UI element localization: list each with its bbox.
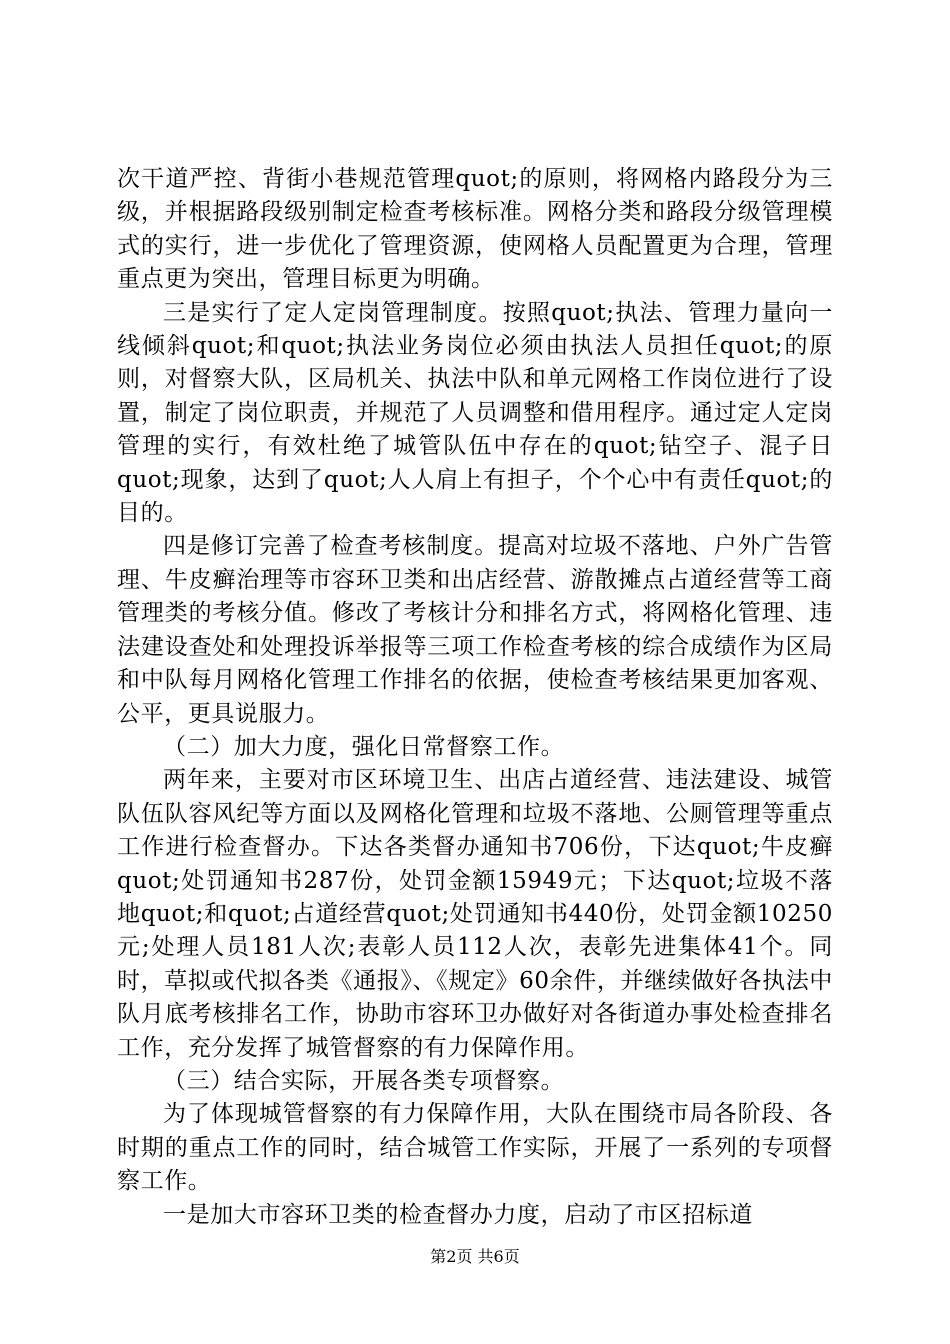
section-heading-2: （二）加大力度，强化日常督察工作。: [163, 733, 565, 760]
paragraph-7: 为了体现城管督察的有力保障作用，大队在围绕市局各阶段、各时期的重点工作的同时，结合城管工作实际，开展了一系列的专项督察工作。: [117, 1101, 833, 1195]
document-body: [117, 163, 833, 1232]
section-heading-3: （三）结合实际，开展各类专项督察。: [163, 1067, 565, 1094]
paragraph-2: 三是实行了定人定岗管理制度。按照quot;执法、管理力量向一线倾斜quot;和quot;执法业务岗位必须由执法人员担任quot;的原则，对督察大队，区局机关、执法中队和单元网格工作岗位进行了设置，制定了岗位职责，并规范了人员调整和借用程序。通过定人定岗管理的实行，有效杜绝了城管队伍中存在的quot;钻空子、混子日quot;现象，达到了quot;人人肩上有担子，个个心中有责任quot;的目的。: [117, 299, 833, 527]
paragraph-3: 四是修订完善了检查考核制度。提高对垃圾不落地、户外广告管理、牛皮癣治理等市容环卫类和出店经营、游散摊点占道经营等工商管理类的考核分值。修改了考核计分和排名方式，将网格化管理、违法建设查处和处理投诉举报等三项工作检查考核的综合成绩作为区局和中队每月网格化管理工作排名的依据，使检查考核结果更加客观、公平，更具说服力。: [117, 533, 833, 727]
page-footer: [0, 1247, 950, 1267]
paragraph-8: 一是加大市容环卫类的检查督办力度，启动了市区招标道: [163, 1201, 753, 1228]
page-number-label: 第2页 共6页: [430, 1247, 520, 1266]
paragraph-5: 两年来，主要对市区环境卫生、出店占道经营、违法建设、城管队伍队容风纪等方面以及网格化管理和垃圾不落地、公厕管理等重点工作进行检查督办。下达各类督办通知书706份，下达quot;牛皮癣quot;处罚通知书287份，处罚金额15949元；下达quot;垃圾不落地quot;和quot;占道经营quot;处罚通知书440份，处罚金额10250元;处理人员181人次;表彰人员112人次，表彰先进集体41个。同时，草拟或代拟各类《通报》、《规定》60余件，并继续做好各执法中队月底考核排名工作，协助市容环卫办做好对各街道办事处检查排名工作，充分发挥了城管督察的有力保障作用。: [117, 767, 833, 1061]
paragraph-1: 次干道严控、背街小巷规范管理quot;的原则，将网格内路段分为三级，并根据路段级别制定检查考核标准。网格分类和路段分级管理模式的实行，进一步优化了管理资源，使网格人员配置更为合理，管理重点更为突出，管理目标更为明确。: [117, 166, 833, 293]
